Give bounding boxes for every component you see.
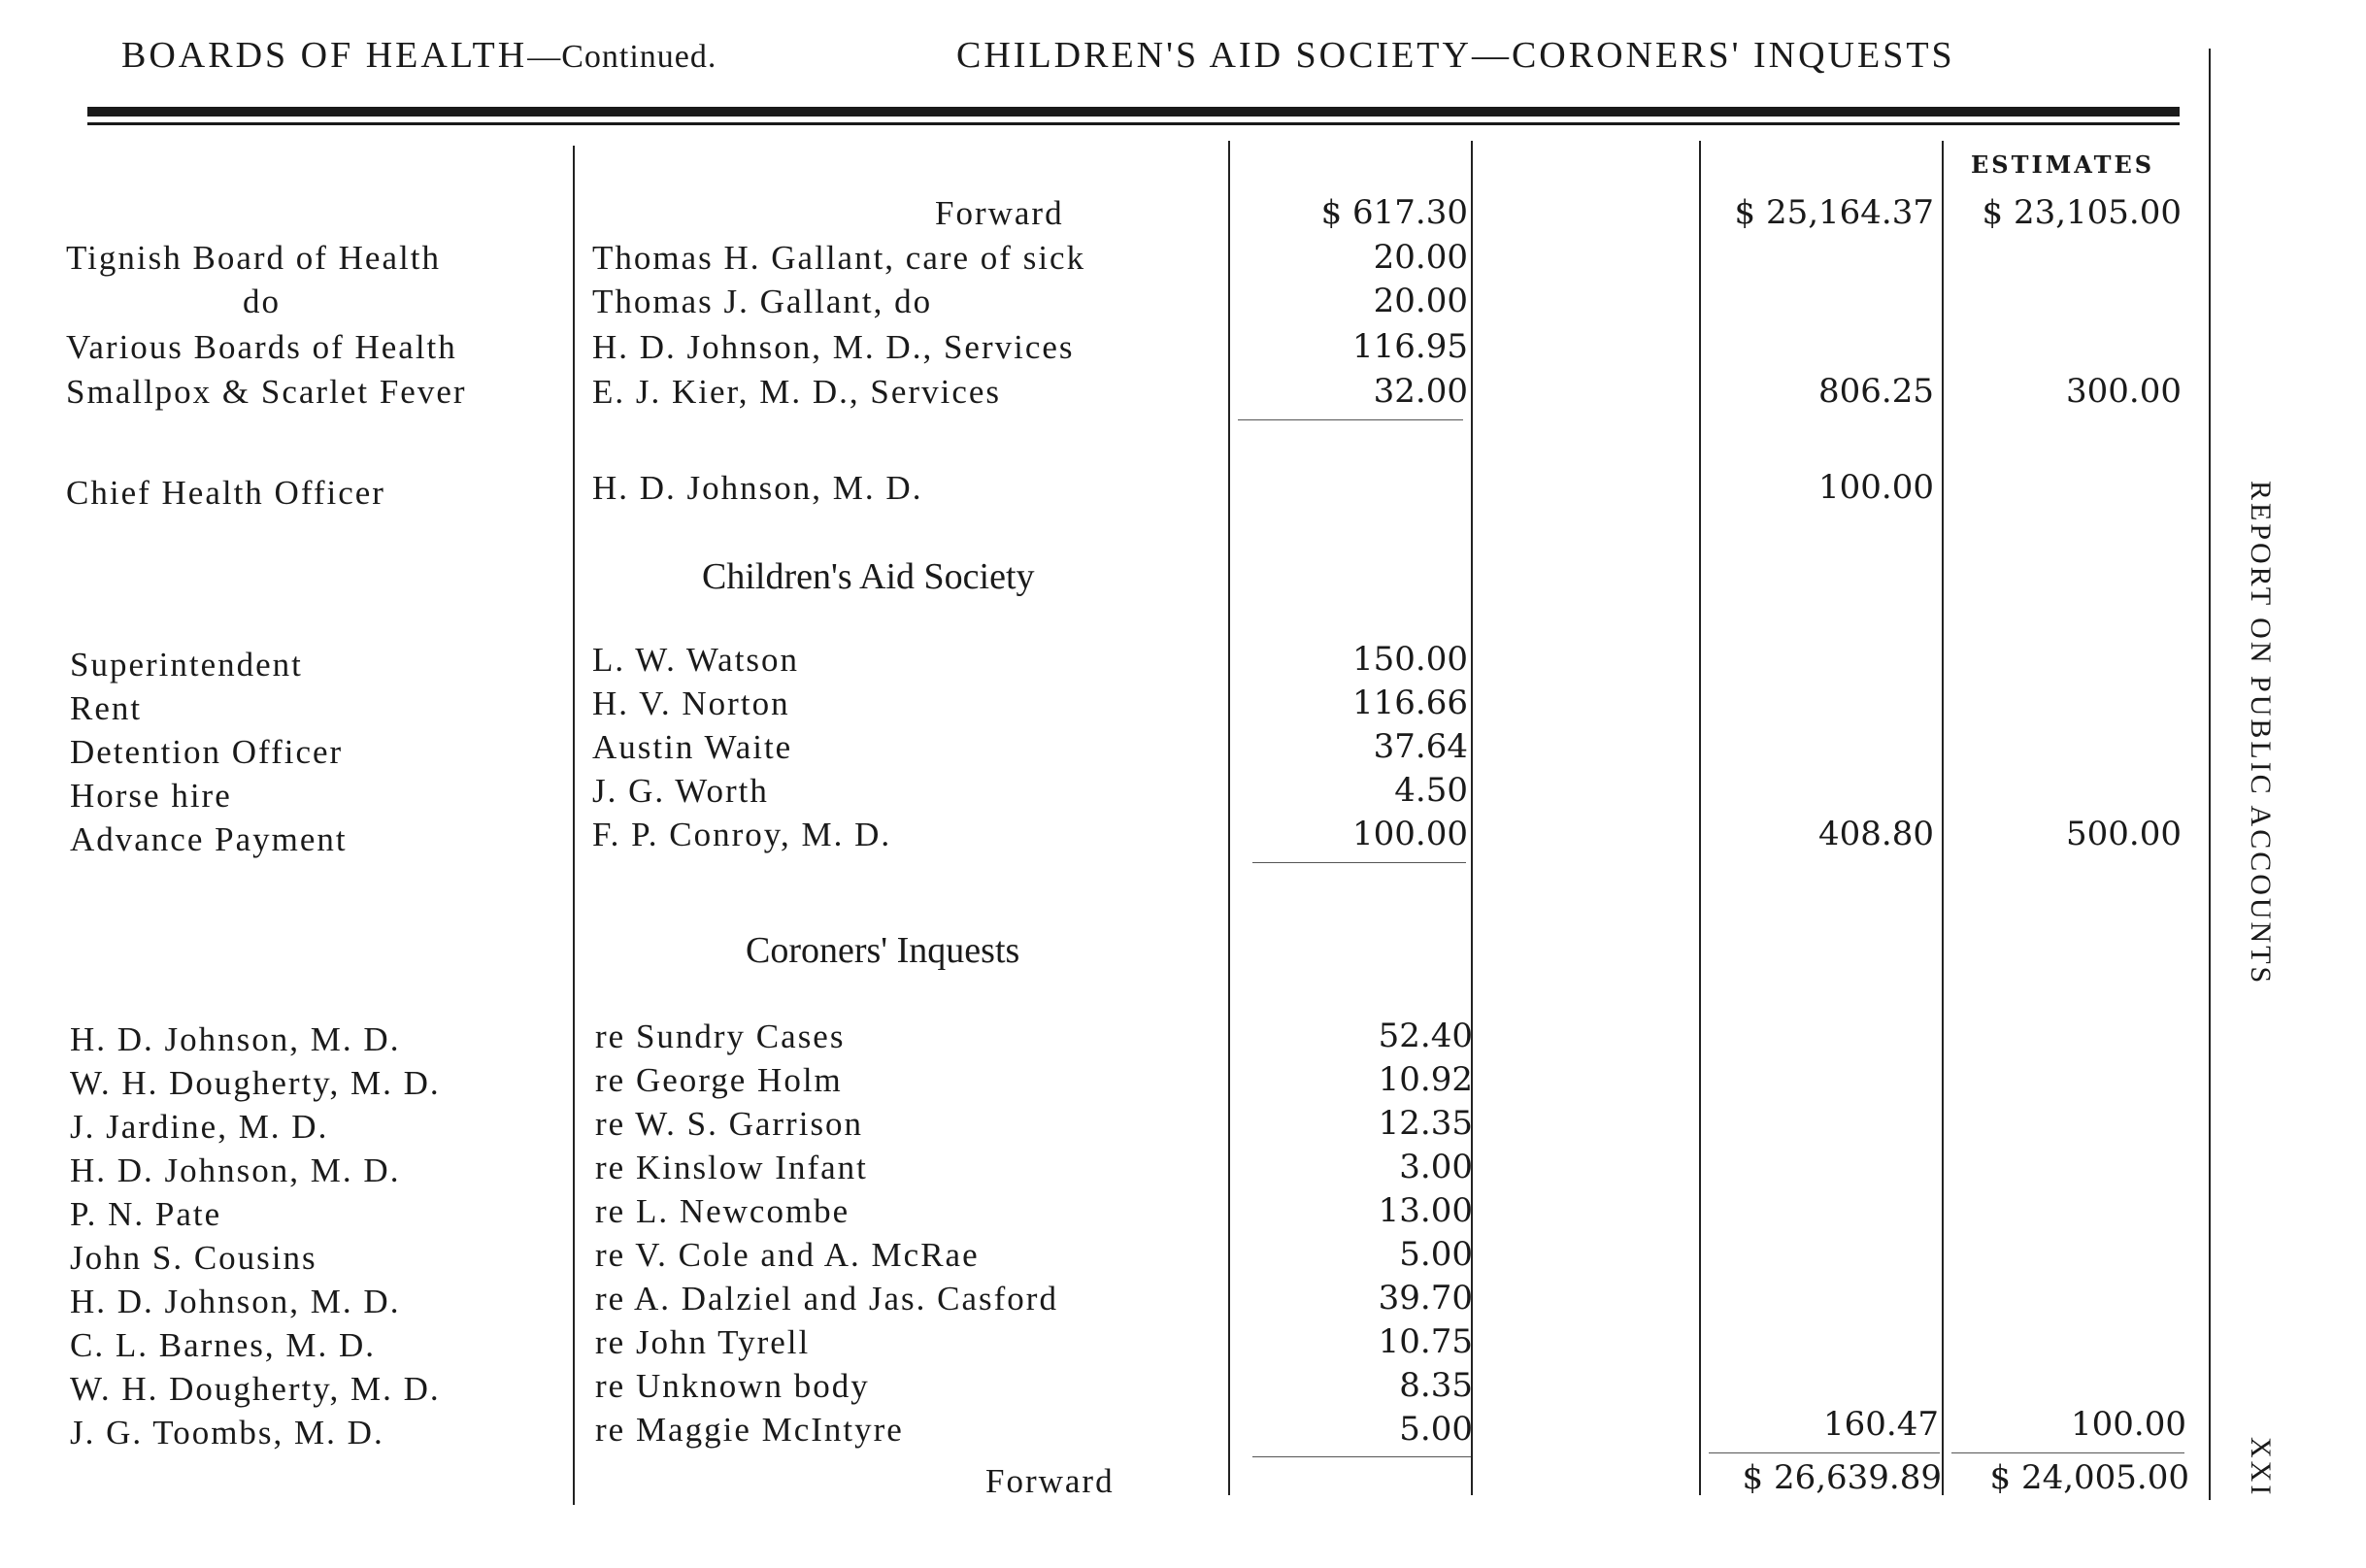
board-name: Various Boards of Health (66, 328, 457, 366)
coroner-case: re Kinslow Infant (595, 1149, 868, 1186)
header-right: CHILDREN'S AID SOCIETY—CORONERS' INQUESTS (956, 35, 1955, 76)
board-amount: 116.95 (1352, 327, 1468, 366)
cas-payee: L. W. Watson (592, 641, 800, 679)
cas-payee: F. P. Conroy, M. D. (592, 816, 892, 853)
subtotal-underline (1252, 862, 1466, 863)
coroner-case: re L. Newcombe (595, 1192, 850, 1230)
cas-payee: Austin Waite (592, 728, 793, 766)
cas-estimate: 500.00 (2066, 815, 2182, 853)
header-left (121, 37, 716, 74)
board-amount: 20.00 (1373, 238, 1468, 277)
column-divider-5 (1942, 141, 1944, 1495)
cas-payee: J. G. Worth (592, 772, 769, 810)
coroner-amount: 10.75 (1378, 1322, 1473, 1361)
page-number: XXI (2245, 1437, 2277, 1498)
coroner-amount: 13.00 (1378, 1191, 1473, 1230)
forward-bottom-label: Forward (985, 1462, 1115, 1500)
estimate-underline (1951, 1452, 2184, 1453)
coroner-amount: 52.40 (1378, 1017, 1473, 1055)
coroner-case: re George Holm (595, 1061, 843, 1099)
cas-name: Horse hire (70, 777, 232, 815)
total-underline (1709, 1452, 1940, 1453)
board-amount: 20.00 (1373, 282, 1468, 320)
coroner-case: re A. Dalziel and Jas. Casford (595, 1280, 1058, 1318)
column-divider-1 (573, 146, 575, 1505)
coroner-name: C. L. Barnes, M. D. (70, 1326, 377, 1364)
chief-total: 100.00 (1818, 468, 1934, 507)
coroner-case: re Sundry Cases (595, 1018, 846, 1055)
header-thin-rule (87, 122, 2180, 125)
cas-name: Superintendent (70, 646, 303, 684)
page-edge-line (2209, 49, 2211, 1500)
board-name: Tignish Board of Health (66, 239, 441, 277)
board-payee: E. J. Kier, M. D., Services (592, 373, 1002, 411)
coroner-amount: 3.00 (1399, 1148, 1473, 1186)
cas-amount: 37.64 (1373, 727, 1468, 766)
coroner-amount: 39.70 (1378, 1279, 1473, 1318)
coroner-case: re V. Cole and A. McRae (595, 1236, 980, 1274)
coroner-case: re Unknown body (595, 1367, 870, 1405)
coroner-name: H. D. Johnson, M. D. (70, 1020, 401, 1058)
board-total: 806.25 (1818, 372, 1934, 411)
cas-amount: 100.00 (1352, 815, 1468, 853)
coroner-name: J. G. Toombs, M. D. (70, 1414, 384, 1451)
coroner-total: 160.47 (1823, 1405, 1939, 1444)
estimates-label: ESTIMATES (1971, 150, 2155, 179)
board-estimate: 300.00 (2066, 372, 2182, 411)
header-left-title: BOARDS OF HEALTH (121, 35, 528, 76)
cas-name: Advance Payment (70, 820, 348, 858)
cas-payee: H. V. Norton (592, 684, 790, 722)
cas-amount: 116.66 (1352, 684, 1468, 722)
cas-amount: 4.50 (1394, 771, 1468, 810)
coroner-name: H. D. Johnson, M. D. (70, 1151, 401, 1189)
ci-section-title: Coroners' Inquests (746, 930, 1020, 971)
column-divider-4 (1699, 141, 1701, 1495)
coroner-name: John S. Cousins (70, 1239, 317, 1277)
chief-name: Chief Health Officer (66, 474, 385, 512)
coroner-name: W. H. Dougherty, M. D. (70, 1064, 441, 1102)
column-divider-2 (1228, 141, 1230, 1495)
coroner-name: J. Jardine, M. D. (70, 1108, 329, 1146)
coroner-amount: 12.35 (1378, 1104, 1473, 1143)
cas-name: Detention Officer (70, 733, 344, 771)
header-left-continued: —Continued. (527, 39, 717, 75)
coroner-amount: 5.00 (1399, 1235, 1473, 1274)
subtotal-underline (1238, 419, 1463, 420)
coroner-name: W. H. Dougherty, M. D. (70, 1370, 441, 1408)
board-name: do (243, 283, 281, 320)
forward-bottom-estimate: $ 24,005.00 (1989, 1458, 2189, 1497)
coroner-amount: 8.35 (1399, 1366, 1473, 1405)
coroner-estimate: 100.00 (2071, 1405, 2186, 1444)
cas-name: Rent (70, 689, 143, 727)
board-payee: Thomas J. Gallant, do (592, 283, 933, 320)
forward-top-estimate: $ 23,105.00 (1982, 193, 2182, 232)
forward-top-total: $ 25,164.37 (1734, 193, 1934, 232)
coroner-case: re W. S. Garrison (595, 1105, 864, 1143)
coroner-name: H. D. Johnson, M. D. (70, 1283, 401, 1320)
coroner-name: P. N. Pate (70, 1195, 222, 1233)
forward-top-amount: $ 617.30 (1320, 193, 1468, 232)
board-name: Smallpox & Scarlet Fever (66, 373, 467, 411)
subtotal-underline (1252, 1456, 1471, 1457)
coroner-case: re Maggie McIntyre (595, 1411, 904, 1449)
board-payee: Thomas H. Gallant, care of sick (592, 239, 1086, 277)
forward-top-label: Forward (935, 194, 1064, 232)
side-running-title: REPORT ON PUBLIC ACCOUNTS (2245, 481, 2277, 986)
cas-amount: 150.00 (1352, 640, 1468, 679)
board-payee: H. D. Johnson, M. D., Services (592, 328, 1075, 366)
forward-bottom-total: $ 26,639.89 (1742, 1458, 1942, 1497)
cas-section-title: Children's Aid Society (702, 556, 1035, 597)
chief-payee: H. D. Johnson, M. D. (592, 469, 923, 507)
header-thick-rule (87, 107, 2180, 117)
board-amount: 32.00 (1373, 372, 1468, 411)
coroner-case: re John Tyrell (595, 1323, 811, 1361)
cas-total: 408.80 (1818, 815, 1934, 853)
coroner-amount: 5.00 (1399, 1410, 1473, 1449)
coroner-amount: 10.92 (1378, 1060, 1473, 1099)
